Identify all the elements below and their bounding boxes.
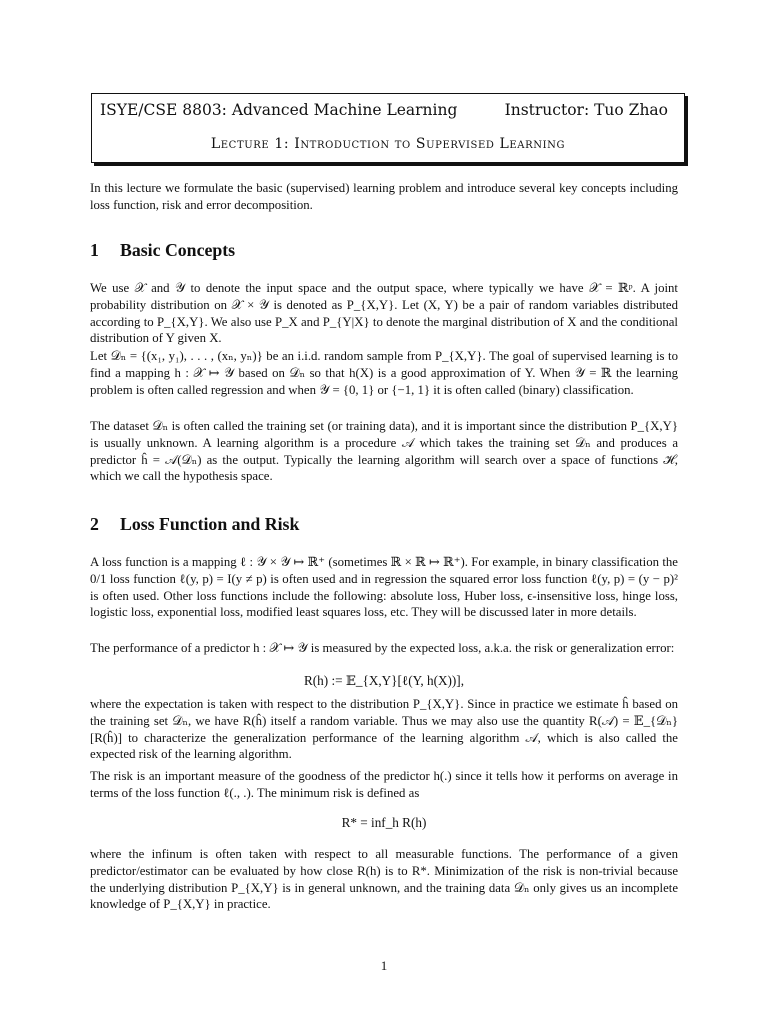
section-1-title: Basic Concepts bbox=[120, 240, 236, 260]
instructor-name: Instructor: Tuo Zhao bbox=[504, 101, 668, 119]
page-number: 1 bbox=[380, 958, 388, 973]
lecture-title: Lecture 1: Introduction to Supervised Learning bbox=[210, 136, 566, 152]
section-1-heading bbox=[90, 240, 235, 261]
risk-equation: R(h) := 𝔼_{X,Y}[ℓ(Y, h(X))], bbox=[303, 673, 464, 688]
section-1-paragraph-2: Let 𝒟ₙ = {(x₁, y₁), . . . , (xₙ, yₙ)} be an i.i.d. random sample from P_{X,Y}. The goal of supervised learning is to find a mapping h : 𝒳 ↦ 𝒴 based on 𝒟ₙ so that h(X) is a good approximation of Y. When 𝒴 = ℝ the learning problem is often called regression and when 𝒴 = {0, 1} or {−1, 1} it is often called (binary) classification. bbox=[90, 349, 678, 397]
intro-paragraph: In this lecture we formulate the basic (supervised) learning problem and introduce several key concepts including loss function, risk and error decomposition. bbox=[90, 181, 678, 212]
section-2-paragraph-1: A loss function is a mapping ℓ : 𝒴 × 𝒴 ↦ ℝ⁺ (sometimes ℝ × ℝ ↦ ℝ⁺). For example, in binary classification the 0/1 loss function ℓ(y, p) = I(y ≠ p) is often used and in regression the squared error loss function ℓ(y, p) = (y − p)² is often used. Other loss functions include the following: absolute loss, Huber loss, ϵ-insensitive loss, hinge loss, logistic loss, exponential loss, modified least squares loss, etc. They will be discussed later in more details. bbox=[90, 555, 678, 620]
section-1-paragraph-3: The dataset 𝒟ₙ is often called the training set (or training data), and it is important since the distribution P_{X,Y} is usually unknown. A learning algorithm is a procedure 𝒜 which takes the training set 𝒟ₙ and produces a predictor ĥ = 𝒜(𝒟ₙ) as the output. Typically the learning algorithm will search over a space of functions ℋ, which we call the hypothesis space. bbox=[90, 419, 678, 484]
section-2-paragraph-4: The risk is an important measure of the goodness of the predictor h(.) since it tells how it performs on average in terms of the loss function ℓ(., .). The minimum risk is defined as bbox=[90, 769, 678, 800]
section-2-paragraph-3: where the expectation is taken with respect to the distribution P_{X,Y}. Since in practice we estimate ĥ based on the training set 𝒟ₙ, we have R(ĥ) itself a random variable. Thus we may also use the quantity R(𝒜) = 𝔼_{𝒟ₙ}[R(ĥ)] to characterize the generalization performance of the learning algorithm 𝒜, which is also called the expected risk of the learning algorithm. bbox=[90, 697, 678, 762]
section-2-paragraph-5: where the infinum is often taken with respect to all measurable functions. The performance of a given predictor/estimator can be evaluated by how close R(h) is to R*. Minimization of the risk is non-trivial because the underlying distribution P_{X,Y} is in general unknown, and the training data 𝒟ₙ only gives us an incomplete knowledge of P_{X,Y} in practice. bbox=[90, 847, 678, 912]
section-2-heading bbox=[90, 514, 299, 535]
section-1-paragraph-1: We use 𝒳 and 𝒴 to denote the input space and the output space, where typically we have 𝒳 = ℝᵖ. A joint probability distribution on 𝒳 × 𝒴 is denoted as P_{X,Y}. Let (X, Y) be a pair of random variables distributed according to P_{X,Y}. We also use P_X and P_{Y|X} to denote the marginal distribution of X and the conditional distribution of Y given X. bbox=[90, 281, 678, 346]
minimum-risk-equation: R* = inf_h R(h) bbox=[341, 815, 427, 830]
section-2-title: Loss Function and Risk bbox=[120, 514, 300, 534]
section-1-number: 1 bbox=[90, 240, 99, 260]
course-title: ISYE/CSE 8803: Advanced Machine Learning bbox=[100, 101, 458, 119]
lecture-header-box bbox=[91, 93, 685, 163]
section-2-number: 2 bbox=[90, 514, 99, 534]
section-2-paragraph-2: The performance of a predictor h : 𝒳 ↦ 𝒴 is measured by the expected loss, a.k.a. the risk or generalization error: bbox=[90, 641, 675, 655]
